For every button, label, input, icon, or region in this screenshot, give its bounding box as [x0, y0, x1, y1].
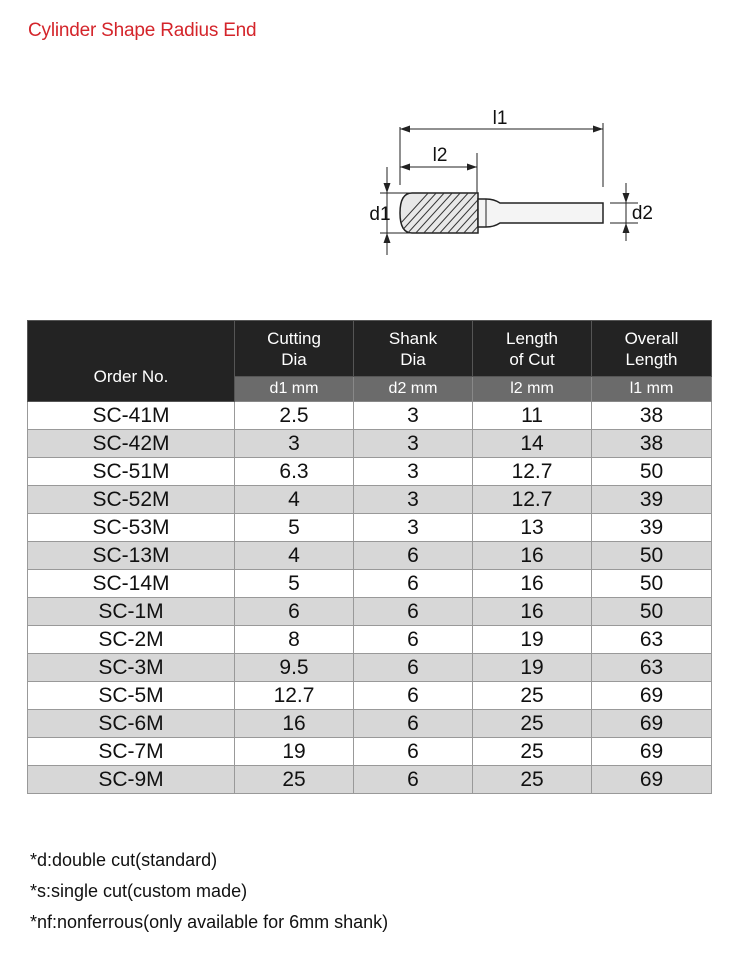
cutting-dia-cell: 4 — [235, 486, 354, 514]
shank-dia-cell: 6 — [354, 710, 473, 738]
overall-length-cell: 39 — [592, 486, 712, 514]
overall-length-cell: 50 — [592, 542, 712, 570]
d2-label: d2 — [631, 203, 653, 224]
d1-label: d1 — [369, 204, 391, 225]
order-no-cell: SC-41M — [28, 402, 235, 430]
length-of-cut-cell: 25 — [473, 766, 592, 794]
length-of-cut-cell: 16 — [473, 570, 592, 598]
order-no-cell: SC-13M — [28, 542, 235, 570]
table-row — [28, 402, 712, 430]
length-of-cut-cell: 25 — [473, 710, 592, 738]
length-of-cut-cell: 16 — [473, 542, 592, 570]
length-of-cut-cell: 14 — [473, 430, 592, 458]
cutting-dia-cell: 19 — [235, 738, 354, 766]
cutting-dia-cell: 8 — [235, 626, 354, 654]
page-title: Cylinder Shape Radius End — [28, 20, 257, 41]
cutting-dia-cell: 25 — [235, 766, 354, 794]
cutting-dia-cell: 9.5 — [235, 654, 354, 682]
l1-label: l1 — [492, 108, 508, 129]
table-row — [28, 710, 712, 738]
shank-dia-cell: 3 — [354, 514, 473, 542]
cutting-dia-cell: 12.7 — [235, 682, 354, 710]
overall-length-cell: 50 — [592, 598, 712, 626]
cutting-dia-cell: 2.5 — [235, 402, 354, 430]
overall-length-cell: 63 — [592, 654, 712, 682]
shank-dia-cell: 6 — [354, 766, 473, 794]
cylinder-burr-diagram — [360, 105, 653, 265]
cutting-dia-cell: 6.3 — [235, 458, 354, 486]
table-row — [28, 542, 712, 570]
length-of-cut-cell: 19 — [473, 654, 592, 682]
unit-l2: l2 mm — [473, 377, 592, 402]
unit-d2: d2 mm — [354, 377, 473, 402]
shank-dia-cell: 3 — [354, 402, 473, 430]
unit-l1: l1 mm — [592, 377, 712, 402]
shank-dia-cell: 6 — [354, 570, 473, 598]
overall-length-cell: 69 — [592, 766, 712, 794]
order-no-cell: SC-51M — [28, 458, 235, 486]
shank-dia-header: Shank Dia — [354, 321, 473, 377]
shank-dia-cell: 3 — [354, 486, 473, 514]
order-no-cell: SC-42M — [28, 430, 235, 458]
order-no-cell: SC-5M — [28, 682, 235, 710]
shank-dia-cell: 3 — [354, 430, 473, 458]
overall-length-cell: 63 — [592, 626, 712, 654]
note-single-cut: *s:single cut(custom made) — [30, 881, 248, 901]
shank-dia-cell: 6 — [354, 654, 473, 682]
unit-d1: d1 mm — [235, 377, 354, 402]
table-row — [28, 486, 712, 514]
table-row — [28, 598, 712, 626]
spec-table — [27, 320, 712, 794]
order-no-cell: SC-3M — [28, 654, 235, 682]
shank-dia-cell: 6 — [354, 542, 473, 570]
cutting-dia-cell: 5 — [235, 514, 354, 542]
shank-dia-cell: 6 — [354, 598, 473, 626]
shank-dia-cell: 6 — [354, 626, 473, 654]
length-of-cut-cell: 13 — [473, 514, 592, 542]
overall-length-cell: 69 — [592, 682, 712, 710]
table-row — [28, 626, 712, 654]
length-of-cut-cell: 19 — [473, 626, 592, 654]
cutting-dia-cell: 6 — [235, 598, 354, 626]
note-double-cut: *d:double cut(standard) — [30, 850, 218, 870]
length-of-cut-cell: 16 — [473, 598, 592, 626]
overall-length-cell: 38 — [592, 430, 712, 458]
cutting-dia-cell: 3 — [235, 430, 354, 458]
cutting-dia-cell: 4 — [235, 542, 354, 570]
shank-dia-cell: 6 — [354, 682, 473, 710]
length-of-cut-cell: 11 — [473, 402, 592, 430]
shank-dia-cell: 6 — [354, 738, 473, 766]
length-of-cut-header: Length of Cut — [473, 321, 592, 377]
length-of-cut-cell: 25 — [473, 682, 592, 710]
l2-label: l2 — [432, 145, 448, 166]
cutting-dia-cell: 5 — [235, 570, 354, 598]
order-no-cell: SC-1M — [28, 598, 235, 626]
length-of-cut-cell: 12.7 — [473, 486, 592, 514]
length-of-cut-cell: 12.7 — [473, 458, 592, 486]
notes — [30, 845, 388, 938]
length-of-cut-cell: 25 — [473, 738, 592, 766]
overall-length-cell: 38 — [592, 402, 712, 430]
order-no-cell: SC-2M — [28, 626, 235, 654]
table-row — [28, 570, 712, 598]
order-no-cell: SC-6M — [28, 710, 235, 738]
table-row — [28, 682, 712, 710]
table-row — [28, 738, 712, 766]
table-row — [28, 430, 712, 458]
overall-length-cell: 50 — [592, 570, 712, 598]
order-no-cell: SC-14M — [28, 570, 235, 598]
order-no-cell: SC-9M — [28, 766, 235, 794]
overall-length-cell: 50 — [592, 458, 712, 486]
overall-length-cell: 69 — [592, 710, 712, 738]
overall-length-cell: 69 — [592, 738, 712, 766]
order-no-header: Order No. — [28, 321, 235, 402]
order-no-cell: SC-52M — [28, 486, 235, 514]
shank-dia-cell: 3 — [354, 458, 473, 486]
table-row — [28, 654, 712, 682]
table-row — [28, 458, 712, 486]
order-no-cell: SC-7M — [28, 738, 235, 766]
table-row — [28, 514, 712, 542]
note-nonferrous: *nf:nonferrous(only available for 6mm shank) — [30, 912, 389, 932]
overall-length-cell: 39 — [592, 514, 712, 542]
cutting-dia-cell: 16 — [235, 710, 354, 738]
order-no-cell: SC-53M — [28, 514, 235, 542]
overall-length-header: Overall Length — [592, 321, 712, 377]
cutting-dia-header: Cutting Dia — [235, 321, 354, 377]
table-row — [28, 766, 712, 794]
